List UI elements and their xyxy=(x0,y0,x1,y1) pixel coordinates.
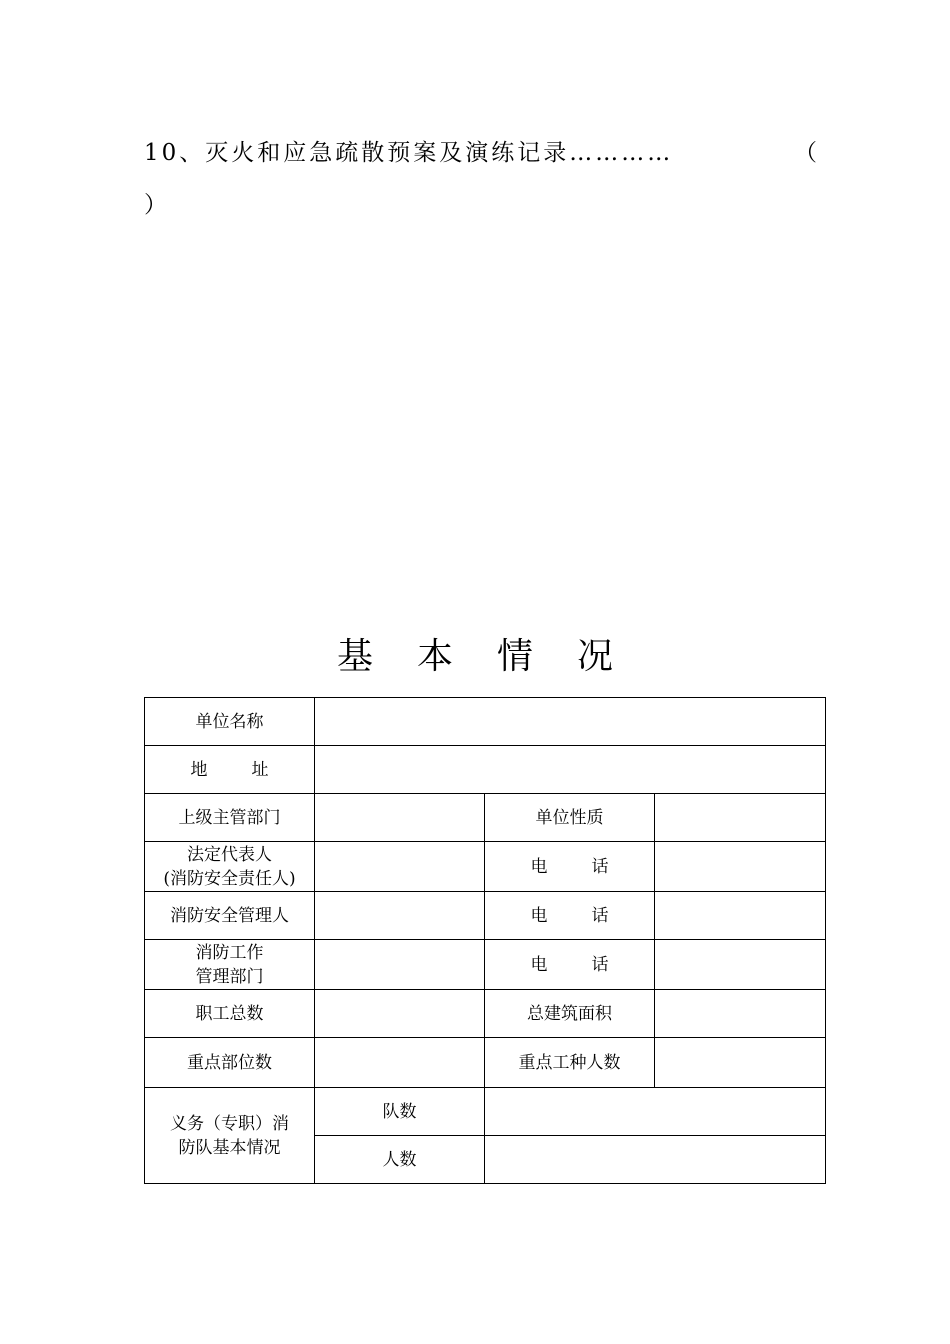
label-brigade-line2: 防队基本情况 xyxy=(178,1137,281,1158)
label-address-a: 地 xyxy=(190,759,208,780)
table-row xyxy=(145,842,826,892)
value-address[interactable] xyxy=(315,746,826,794)
value-supervisor-dept[interactable] xyxy=(315,794,485,842)
basic-info-table xyxy=(144,697,826,1184)
title-char-2: 本 xyxy=(416,636,453,677)
label-team-count: 队数 xyxy=(315,1088,485,1136)
label-brigade xyxy=(145,1088,315,1184)
label-fire-dept-line2: 管理部门 xyxy=(195,966,264,987)
table-row xyxy=(145,1088,826,1136)
table-row xyxy=(145,892,826,940)
label-brigade-line1: 义务（专职）消 xyxy=(170,1113,289,1134)
label-phone-b: 话 xyxy=(591,954,609,975)
label-fire-dept-line1: 消防工作 xyxy=(195,942,264,963)
toc-item-text: 10、灭火和应急疏散预案及演练记录………… xyxy=(144,140,674,166)
label-key-parts: 重点部位数 xyxy=(145,1038,315,1088)
label-legal-rep xyxy=(145,842,315,892)
value-people-count[interactable] xyxy=(485,1136,826,1184)
page-title xyxy=(0,628,950,679)
value-key-parts[interactable] xyxy=(315,1038,485,1088)
label-legal-rep-line2: (消防安全责任人) xyxy=(163,868,296,889)
label-phone-b: 话 xyxy=(591,856,609,877)
value-phone-safety-manager[interactable] xyxy=(655,892,826,940)
title-char-3: 情 xyxy=(497,636,534,677)
table-row xyxy=(145,698,826,746)
table-row xyxy=(145,940,826,990)
label-legal-rep-line1: 法定代表人 xyxy=(187,844,272,865)
toc-page-paren-open: （ xyxy=(794,140,820,166)
title-char-1: 基 xyxy=(336,636,373,677)
label-key-workers: 重点工种人数 xyxy=(485,1038,655,1088)
label-phone-a: 电 xyxy=(530,954,548,975)
label-supervisor-dept: 上级主管部门 xyxy=(145,794,315,842)
value-building-area[interactable] xyxy=(655,990,826,1038)
label-people-count: 人数 xyxy=(315,1136,485,1184)
value-legal-rep[interactable] xyxy=(315,842,485,892)
label-phone xyxy=(485,940,655,990)
value-fire-dept[interactable] xyxy=(315,940,485,990)
table-row xyxy=(145,794,826,842)
label-safety-manager: 消防安全管理人 xyxy=(145,892,315,940)
label-phone xyxy=(485,892,655,940)
value-unit-nature[interactable] xyxy=(655,794,826,842)
label-address-b: 址 xyxy=(251,759,269,780)
label-unit-name: 单位名称 xyxy=(145,698,315,746)
label-address xyxy=(145,746,315,794)
label-phone-b: 话 xyxy=(591,905,609,926)
table-row xyxy=(145,1038,826,1088)
value-phone-legal-rep[interactable] xyxy=(655,842,826,892)
label-staff-total: 职工总数 xyxy=(145,990,315,1038)
value-team-count[interactable] xyxy=(485,1088,826,1136)
value-safety-manager[interactable] xyxy=(315,892,485,940)
label-building-area: 总建筑面积 xyxy=(485,990,655,1038)
label-unit-nature: 单位性质 xyxy=(485,794,655,842)
label-phone xyxy=(485,842,655,892)
value-key-workers[interactable] xyxy=(655,1038,826,1088)
table-row xyxy=(145,746,826,794)
value-staff-total[interactable] xyxy=(315,990,485,1038)
value-unit-name[interactable] xyxy=(315,698,826,746)
label-fire-dept xyxy=(145,940,315,990)
label-phone-a: 电 xyxy=(530,905,548,926)
toc-entry xyxy=(144,134,820,167)
value-phone-fire-dept[interactable] xyxy=(655,940,826,990)
table-row xyxy=(145,990,826,1038)
title-char-4: 况 xyxy=(577,636,614,677)
label-phone-a: 电 xyxy=(530,856,548,877)
toc-page-paren-close: ） xyxy=(144,192,167,218)
